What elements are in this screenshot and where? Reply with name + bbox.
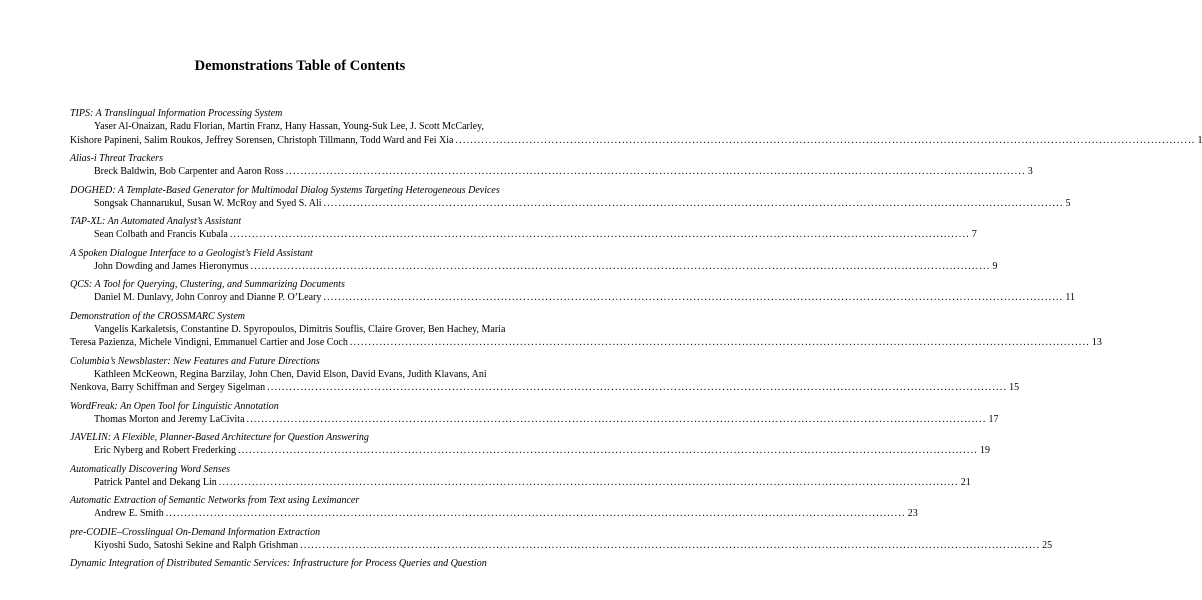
dot-leader: ........................................................................................................................................................................................................ xyxy=(250,260,991,272)
toc-entry xyxy=(70,526,1053,553)
entry-authors-line xyxy=(70,134,1202,148)
entry-authors-text: Yaser Al-Onaizan, Radu Florian, Martin Franz, Hany Hassan, Young-Suk Lee, J. Scott McCarley, xyxy=(94,121,484,132)
entry-title: Automatically Discovering Word Senses xyxy=(70,463,231,475)
toc-entry xyxy=(70,400,999,427)
entry-authors-line xyxy=(70,120,530,134)
entry-authors-line xyxy=(70,336,1102,350)
entry-page-number: 7 xyxy=(971,229,977,240)
entry-page-number: 5 xyxy=(1065,197,1071,209)
toc-entry xyxy=(70,153,1033,179)
toc-entry xyxy=(70,495,918,521)
entry-page-number: 13 xyxy=(1091,337,1102,348)
entry-authors-line xyxy=(70,413,999,427)
entry-page-number: 25 xyxy=(1042,539,1053,551)
dot-leader: ........................................................................................................................................................................................................ xyxy=(238,445,978,456)
entry-authors-line xyxy=(70,323,530,337)
dot-leader: ........................................................................................................................................................................................................ xyxy=(165,508,906,519)
toc-entry xyxy=(70,355,1020,395)
entry-page-number: 19 xyxy=(980,445,990,456)
entry-authors-line xyxy=(70,368,530,382)
dot-leader: ........................................................................................................................................................................................................ xyxy=(246,413,987,425)
dot-leader: ........................................................................................................................................................................................................ xyxy=(229,229,970,240)
toc-entry xyxy=(70,432,990,458)
entry-page-number: 15 xyxy=(1009,382,1020,393)
entry-authors-line xyxy=(70,381,1020,395)
toc-entry xyxy=(70,463,971,490)
entry-authors-text: Songsak Channarukul, Susan W. McRoy and Syed S. Ali xyxy=(94,197,322,209)
entry-title: pre-CODIE–Crosslingual On-Demand Information Extraction xyxy=(70,526,321,538)
entry-authors-text: Eric Nyberg and Robert Frederking xyxy=(94,445,236,456)
dot-leader: ........................................................................................................................................................................................................ xyxy=(455,134,1196,146)
page-heading: Demonstrations Table of Contents xyxy=(194,58,406,74)
entry-authors-line xyxy=(70,165,1033,179)
entry-title: Demonstration of the CROSSMARC System xyxy=(70,310,245,322)
toc-entry xyxy=(70,247,998,274)
toc-entry xyxy=(70,108,1202,147)
dot-leader: ........................................................................................................................................................................................................ xyxy=(300,539,1041,551)
dot-leader: ........................................................................................................................................................................................................ xyxy=(285,166,1026,177)
dot-leader: ........................................................................................................................................................................................................ xyxy=(323,292,1064,303)
entry-page-number: 23 xyxy=(907,508,918,519)
table-of-contents xyxy=(70,108,1202,576)
entry-authors-text: Andrew E. Smith xyxy=(94,508,164,519)
entry-page-number: 21 xyxy=(960,476,971,488)
entry-authors-text: Teresa Pazienza, Michele Vindigni, Emmanuel Cartier and Jose Coch xyxy=(70,337,348,348)
dot-leader: ........................................................................................................................................................................................................ xyxy=(218,476,959,488)
entry-title: TIPS: A Translingual Information Processing System xyxy=(70,108,283,119)
entry-authors-line xyxy=(70,260,998,274)
toc-entry xyxy=(70,216,977,242)
entry-page-number: 1 xyxy=(1197,134,1202,146)
entry-title: TAP-XL: An Automated Analyst’s Assistant xyxy=(70,216,242,227)
entry-authors-line xyxy=(70,228,977,242)
entry-authors-line xyxy=(70,444,990,458)
entry-title: WordFreak: An Open Tool for Linguistic Annotation xyxy=(70,400,279,412)
entry-page-number: 9 xyxy=(992,260,998,272)
entry-page-number: 3 xyxy=(1027,166,1033,177)
entry-page-number: 11 xyxy=(1065,292,1076,303)
entry-title: JAVELIN: A Flexible, Planner-Based Architecture for Question Answering xyxy=(70,432,369,443)
dot-leader: ........................................................................................................................................................................................................ xyxy=(349,337,1090,348)
toc-entry xyxy=(70,558,530,570)
entry-authors-text: John Dowding and James Hieronymus xyxy=(94,260,249,272)
entry-authors-line xyxy=(70,539,1053,553)
entry-title: Automatic Extraction of Semantic Networks from Text using Leximancer xyxy=(70,495,360,506)
entry-authors-text: Breck Baldwin, Bob Carpenter and Aaron Ross xyxy=(94,166,284,177)
entry-authors-text: Sean Colbath and Francis Kubala xyxy=(94,229,228,240)
entry-authors-line xyxy=(70,507,918,521)
entry-title: Alias-i Threat Trackers xyxy=(70,153,163,164)
entry-title: Columbia’s Newsblaster: New Features and Future Directions xyxy=(70,355,320,367)
toc-entry xyxy=(70,310,1102,350)
dot-leader: ........................................................................................................................................................................................................ xyxy=(267,382,1008,393)
entry-title: A Spoken Dialogue Interface to a Geologist’s Field Assistant xyxy=(70,247,313,259)
toc-entry xyxy=(70,279,1076,305)
entry-authors-text: Nenkova, Barry Schiffman and Sergey Sigelman xyxy=(70,382,266,393)
entry-title: DOGHED: A Template-Based Generator for Multimodal Dialog Systems Targeting Heterogeneous Devices xyxy=(70,184,500,196)
entry-authors-line xyxy=(70,476,971,490)
dot-leader: ........................................................................................................................................................................................................ xyxy=(323,197,1064,209)
entry-authors-text: Kishore Papineni, Salim Roukos, Jeffrey Sorensen, Christoph Tillmann, Todd Ward and Fei Xia xyxy=(70,134,454,146)
entry-authors-text: Kathleen McKeown, Regina Barzilay, John Chen, David Elson, David Evans, Judith Klavans, Ani xyxy=(94,368,487,380)
entry-title: QCS: A Tool for Querying, Clustering, and Summarizing Documents xyxy=(70,279,345,290)
entry-authors-text: Kiyoshi Sudo, Satoshi Sekine and Ralph Grishman xyxy=(94,539,299,551)
entry-title: Dynamic Integration of Distributed Semantic Services: Infrastructure for Process Queries and Question xyxy=(70,558,487,569)
entry-page-number: 17 xyxy=(988,413,999,425)
entry-authors-text: Daniel M. Dunlavy, John Conroy and Dianne P. O’Leary xyxy=(94,292,322,303)
toc-entry xyxy=(70,184,1071,211)
entry-authors-line xyxy=(70,291,1076,305)
entry-authors-text: Vangelis Karkaletsis, Constantine D. Spyropoulos, Dimitris Souflis, Claire Grover, Ben Hachey, Maria xyxy=(94,323,506,335)
entry-authors-line xyxy=(70,197,1071,211)
entry-authors-text: Patrick Pantel and Dekang Lin xyxy=(94,476,217,488)
entry-authors-text: Thomas Morton and Jeremy LaCivita xyxy=(94,413,245,425)
